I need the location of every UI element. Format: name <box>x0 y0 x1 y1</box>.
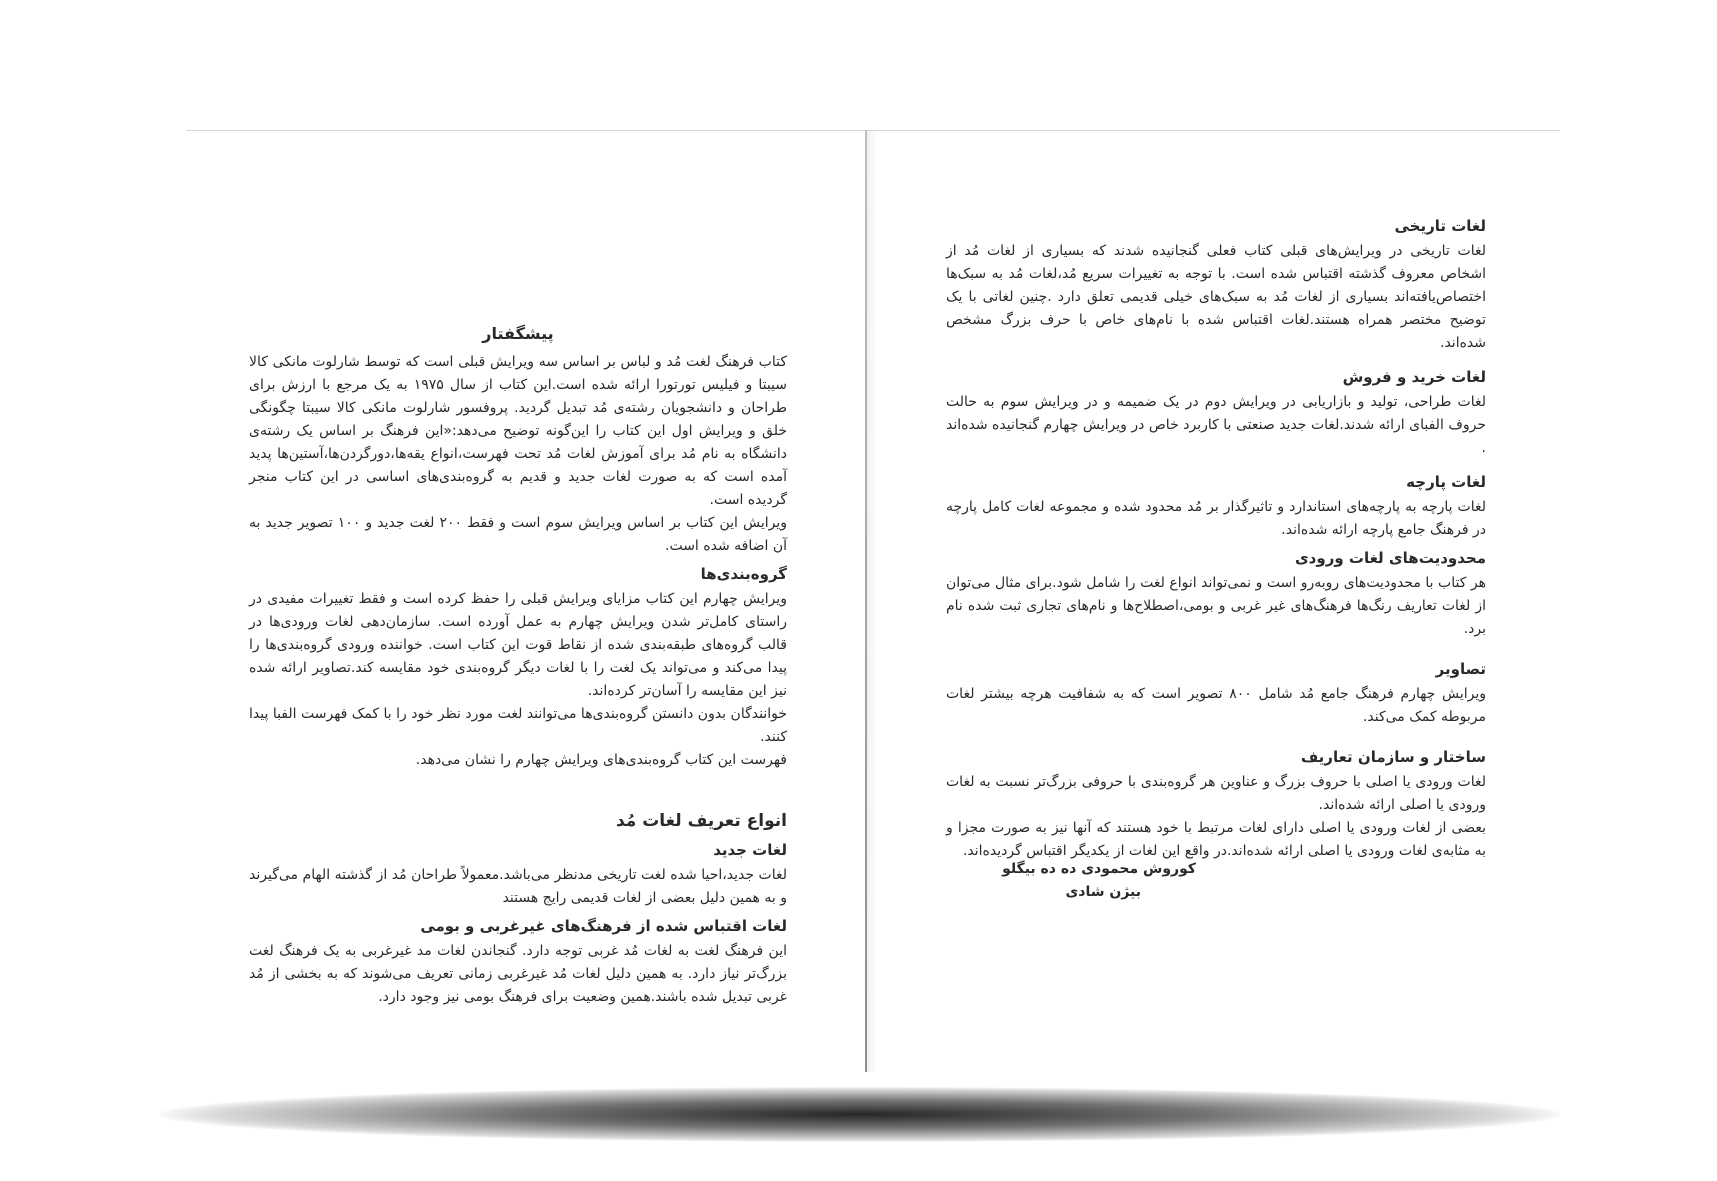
new-words-heading: لغات جدید <box>713 841 787 859</box>
borrowed-words-heading: لغات اقتباس شده از فرهنگ‌های غیرغربی و بومی <box>420 917 787 935</box>
structure-paragraph: بعضی از لغات ورودی یا اصلی دارای لغات مرتبط با خود هستند که آنها نیز به صورت مجزا و به مثابه‌ی لغات ورودی یا اصلی ارائه شده‌اند.در واقع این لغات از یکدیگر اقتباس گردیده‌اند. <box>946 820 1486 859</box>
signature-name: بیژن شادی <box>1065 884 1141 900</box>
structure-paragraph: لغات ورودی یا اصلی با حروف بزرگ و عناوین هر گروه‌بندی با حروفی بزرگ‌تر نسبت به لغات ورودی یا اصلی ارائه شده‌اند. <box>946 774 1486 813</box>
signature-name: کوروش محمودی ده ده بیگلو <box>1002 861 1196 877</box>
preface-paragraph: کتاب فرهنگ لغت مُد و لباس بر اساس سه ویرایش قبلی است که توسط شارلوت مانکی کالا سیبتا و فیلیس تورتورا ارائه شده است.این کتاب از سال ۱۹۷۵ به یک مرجع با ارزش برای طراحان و دانشجویان رشته‌ی مُد تبدیل گردید. پروفسور شارلوت مانکی کالا سیبتا چگونگی خلق و ویرایش اول این کتاب را این‌گونه توضیح می‌دهد:«این فرهنگ بر اساس یک رشته‌ی دانشگاه به نام مُد برای آموزش لغات مُد تحت فهرست،انواع یقه‌ها،دورگردن‌ها،آستین‌ها پدید آمده است که به صورت لغات جدید و قدیم به گروه‌بندی‌های اساسی در این کتاب منجر گردیده است. <box>249 354 787 508</box>
borrowed-words-text: این فرهنگ لغت به لغات مُد غربی توجه دارد. گنجاندن لغات مد غیرغربی به یک فرهنگ لغت بزرگ‌تر نیاز دارد. به همین دلیل لغات مُد غیرغربی زمانی تعریف می‌شوند که به بخشی از مُد غربی تبدیل شده باشند.همین وضعیت برای فرهنگ بومی نیز وجود دارد. <box>249 943 787 1005</box>
fabric-heading: لغات پارچه <box>1406 473 1486 491</box>
book-spread <box>186 130 1560 1072</box>
new-words-text: لغات جدید،احیا شده لغت تاریخی مدنظر می‌باشد.معمولاً طراحان مُد از گذشته الهام می‌گیرند و به همین دلیل بعضی از لغات قدیمی رایج هستند <box>249 867 787 906</box>
right-page <box>946 210 1486 863</box>
trade-heading: لغات خرید و فروش <box>1342 368 1486 386</box>
preface-paragraph: ویرایش این کتاب بر اساس ویرایش سوم است و فقط ۲۰۰ لغت جدید و ۱۰۰ تصویر جدید به آن اضافه شده است. <box>249 515 788 554</box>
trade-text: لغات طراحی، تولید و بازاریابی در ویرایش دوم در یک ضمیمه و در ویرایش سوم به حالت حروف الفبای ارائه شدند.لغات جدید صنعتی با کاربرد خاص در ویرایش چهارم گنجانیده شده‌اند . <box>946 394 1486 456</box>
signatures <box>966 858 1196 904</box>
book-shadow <box>160 1087 1560 1142</box>
limits-heading: محدودیت‌های لغات ورودی <box>1294 549 1486 567</box>
structure-heading: ساختار و سازمان تعاریف <box>1300 748 1486 766</box>
groupings-paragraph: ویرایش چهارم این کتاب مزایای ویرایش قبلی را حفظ کرده است و فقط تغییرات مفیدی در راستای کامل‌تر شدن ویرایش چهارم به عمل آورده است. سازمان‌دهی لغات ورودی‌ها در قالب گروه‌های طبقه‌بندی شده از نقاط قوت این کتاب است. خواننده ورودی گروه‌بندی‌ها را پیدا می‌کند و می‌تواند یک لغت را با لغات دیگر گروه‌بندی خود مقایسه کند.تصاویر ارائه شده نیز این مقایسه را آسان‌تر کرده‌اند. <box>249 591 787 699</box>
groupings-paragraph: فهرست این کتاب گروه‌بندی‌های ویرایش چهارم را نشان می‌دهد. <box>415 752 787 768</box>
fabric-text: لغات پارچه به پارچه‌های استاندارد و تاثیرگذار بر مُد محدود شده و مجموعه لغات کامل پارچه در فرهنگ جامع پارچه ارائه شده‌اند. <box>946 499 1486 538</box>
groupings-paragraph: خوانندگان بدون دانستن گروه‌بندی‌ها می‌توانند لغت مورد نظر خود را با کمک فهرست الفبا پیدا کنند. <box>249 706 787 745</box>
historical-text: لغات تاریخی در ویرایش‌های قبلی کتاب فعلی گنجانیده شدند که بسیاری از لغات مُد از اشخاص معروف گذشته اقتباس شده است. با توجه به تغییرات سریع مُد،لغات مُد به سبک‌ها اختصاص‌یافته‌اند بسیاری از لغات مُد به سبک‌های خیلی قدیمی تعلق دارد .چنین لغاتی با یک توضیح مختصر همراه هستند.لغات اقتباس شده با نام‌های خاص با حرف بزرگ مشخص شده‌اند. <box>946 243 1486 351</box>
types-heading: انواع تعریف لغات مُد <box>615 811 787 831</box>
historical-heading: لغات تاریخی <box>1394 217 1486 235</box>
preface-title: پیشگفتار <box>482 324 554 343</box>
groupings-heading: گروه‌بندی‌ها <box>700 565 787 583</box>
images-text: ویرایش چهارم فرهنگ جامع مُد شامل ۸۰۰ تصویر است که به شفافیت هرچه بیشتر لغات مربوطه کمک می‌کند. <box>946 686 1487 725</box>
spine-shade <box>867 130 877 1072</box>
limits-text: هر کتاب با محدودیت‌های روبه‌رو است و نمی‌تواند انواع لغت را شامل شود.برای مثال می‌توان از لغات تعاریف رنگ‌ها فرهنگ‌های غیر غربی و بومی،اصطلاح‌ها و نام‌های تجاری ثبت شده نام برد. <box>946 575 1486 637</box>
images-heading: تصاویر <box>1435 660 1486 678</box>
left-page <box>249 322 787 1009</box>
